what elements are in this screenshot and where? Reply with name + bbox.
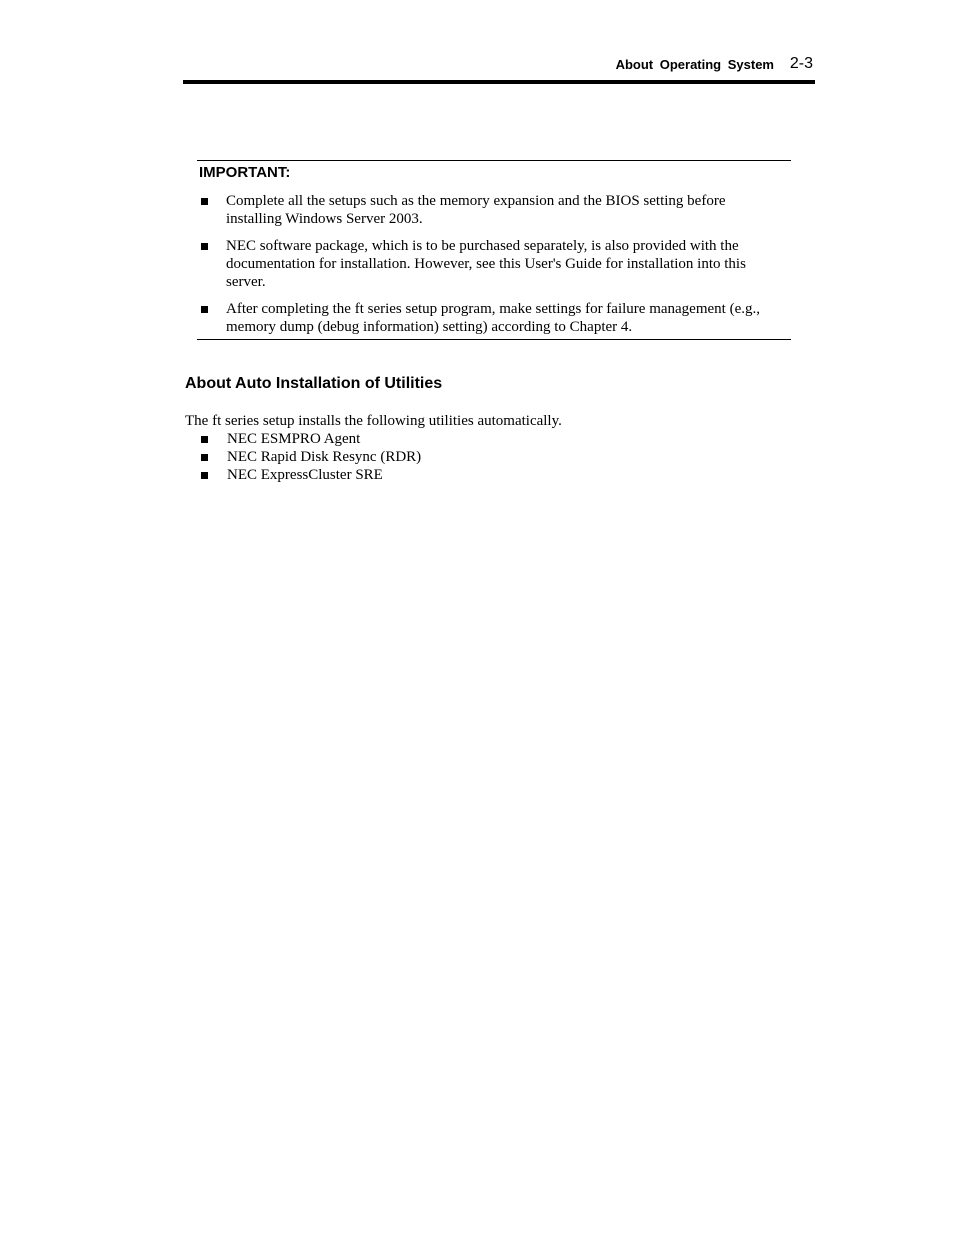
section-heading: About Auto Installation of Utilities bbox=[185, 375, 443, 392]
square-bullet-icon bbox=[201, 436, 208, 443]
important-item-line: memory dump (debug information) setting) according to Chapter 4. bbox=[226, 319, 633, 335]
page-header bbox=[183, 54, 815, 84]
important-item-line: After completing the ft series setup program, make settings for failure management (e.g., bbox=[226, 301, 760, 317]
square-bullet-icon bbox=[201, 243, 208, 250]
important-item bbox=[197, 300, 791, 336]
important-item-line: Complete all the setups such as the memory expansion and the BIOS setting before bbox=[226, 193, 726, 209]
utility-label: NEC ExpressCluster SRE bbox=[227, 467, 383, 483]
important-item-line: installing Windows Server 2003. bbox=[226, 211, 423, 227]
square-bullet-icon bbox=[201, 198, 208, 205]
important-item-line: server. bbox=[226, 274, 266, 290]
header-title: About Operating System bbox=[615, 57, 774, 72]
square-bullet-icon bbox=[201, 306, 208, 313]
intro-text: The ft series setup installs the following utilities automatically. bbox=[185, 413, 562, 429]
square-bullet-icon bbox=[201, 454, 208, 461]
utility-label: NEC Rapid Disk Resync (RDR) bbox=[227, 449, 422, 465]
important-list bbox=[197, 192, 791, 336]
utility-item bbox=[197, 448, 421, 466]
important-item bbox=[197, 192, 791, 228]
utility-item bbox=[197, 466, 421, 484]
square-bullet-icon bbox=[201, 472, 208, 479]
utility-label: NEC ESMPRO Agent bbox=[227, 431, 361, 447]
important-item-line: NEC software package, which is to be purchased separately, is also provided with the bbox=[226, 238, 739, 254]
important-box bbox=[197, 160, 791, 340]
important-item bbox=[197, 237, 791, 291]
utility-item bbox=[197, 430, 421, 448]
important-title: IMPORTANT: bbox=[199, 164, 291, 181]
utility-list bbox=[197, 430, 421, 484]
important-item-line: documentation for installation. However, see this User's Guide for installation into this bbox=[226, 256, 746, 272]
page-number: 2-3 bbox=[789, 55, 813, 72]
